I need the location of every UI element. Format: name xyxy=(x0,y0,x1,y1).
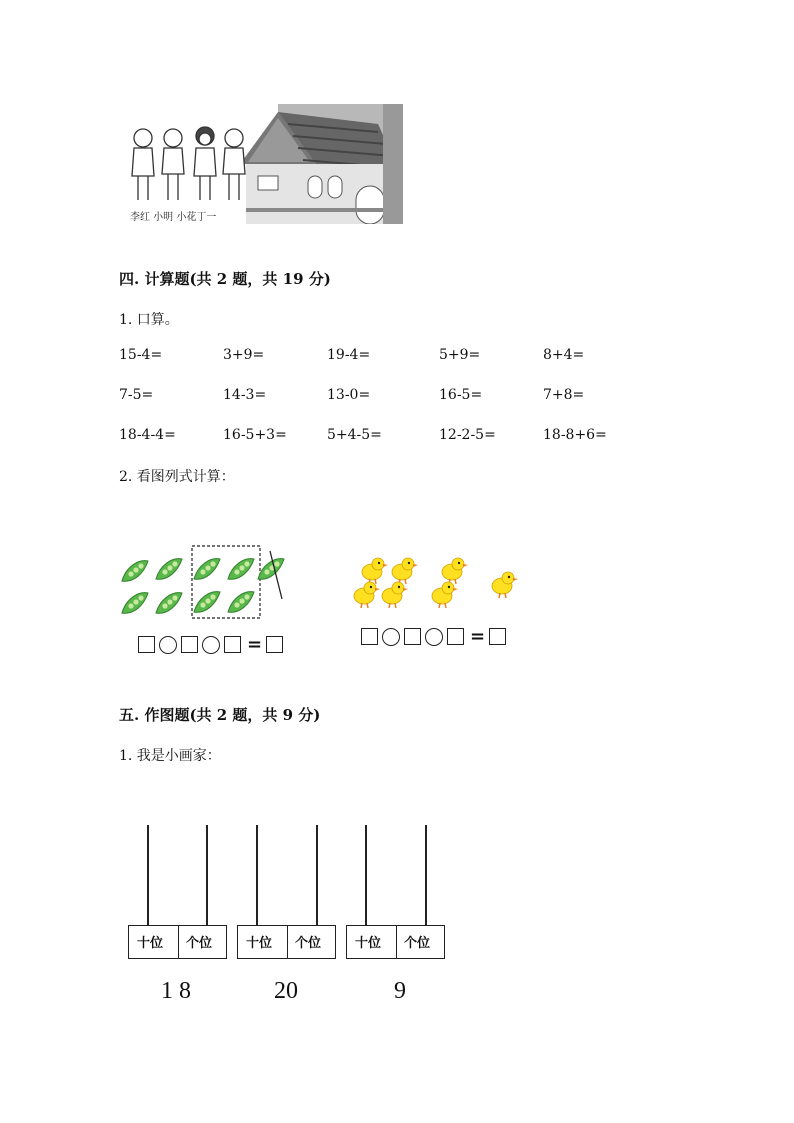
answer-box[interactable] xyxy=(181,636,198,653)
pea-pod-icon xyxy=(194,559,220,580)
arith-item: 14-3= xyxy=(223,387,267,403)
chick-icon xyxy=(492,572,518,598)
answer-box[interactable] xyxy=(138,636,155,653)
ones-label: 个位 xyxy=(186,936,213,951)
abacus-base xyxy=(237,925,336,959)
operator-circle[interactable] xyxy=(382,628,400,646)
arith-item: 5+9= xyxy=(439,347,481,363)
answer-box[interactable] xyxy=(489,628,506,645)
pea-pod-icon xyxy=(122,593,148,614)
arith-item: 5+4-5= xyxy=(327,427,382,443)
children-house-illustration xyxy=(128,104,403,224)
section-4-heading: 四. 计算题(共 2 题，共 19 分) xyxy=(119,270,331,288)
pea-pods-picture xyxy=(118,543,288,623)
chick-icon xyxy=(354,582,380,608)
arith-item: 13-0= xyxy=(327,387,371,403)
arith-row xyxy=(119,387,679,427)
abacus-base xyxy=(346,925,445,959)
tens-label: 十位 xyxy=(246,936,273,951)
pea-pod-icon xyxy=(156,593,182,614)
arith-item: 18-8+6= xyxy=(543,427,607,443)
house-image xyxy=(240,104,403,224)
arith-row xyxy=(119,427,679,467)
q4-1-label: 1. 口算。 xyxy=(119,312,179,328)
tens-rod[interactable] xyxy=(256,825,258,926)
arith-item: 16-5= xyxy=(439,387,483,403)
child-3 xyxy=(194,127,216,200)
abacus-number: 1 8 xyxy=(161,978,191,1004)
chick-icon xyxy=(392,558,418,584)
chick-icon xyxy=(432,582,458,608)
answer-box[interactable] xyxy=(224,636,241,653)
pea-pod-icon xyxy=(194,592,220,613)
arith-row xyxy=(119,347,679,387)
ones-label: 个位 xyxy=(295,936,322,951)
chick-icon xyxy=(382,582,408,608)
ones-label: 个位 xyxy=(404,936,431,951)
children-names-caption: 李红 小明 小花丁一 xyxy=(130,212,217,223)
arith-item: 18-4-4= xyxy=(119,427,176,443)
operator-circle[interactable] xyxy=(159,636,177,654)
pea-pod-icon xyxy=(156,559,182,580)
arith-item: 12-2-5= xyxy=(439,427,496,443)
ones-rod[interactable] xyxy=(206,825,208,926)
chicks-picture xyxy=(350,552,525,612)
arith-item: 16-5+3= xyxy=(223,427,287,443)
answer-box[interactable] xyxy=(361,628,378,645)
arith-item: 19-4= xyxy=(327,347,371,363)
chick-equation-blanks xyxy=(361,626,510,646)
pea-pod-icon xyxy=(258,559,284,580)
child-1 xyxy=(132,129,154,200)
abacus-base xyxy=(128,925,227,959)
section-5-heading: 五. 作图题(共 2 题，共 9 分) xyxy=(119,706,321,724)
arith-item: 15-4= xyxy=(119,347,163,363)
tens-rod[interactable] xyxy=(365,825,367,926)
q4-2-label: 2. 看图列式计算： xyxy=(119,469,235,485)
pea-pod-icon xyxy=(228,559,254,580)
tens-label: 十位 xyxy=(137,936,164,951)
equals-sign: = xyxy=(470,626,486,647)
child-4 xyxy=(223,129,245,200)
pea-equation-blanks xyxy=(138,634,287,654)
ones-rod[interactable] xyxy=(316,825,318,926)
abacus-number: 20 xyxy=(274,978,298,1004)
operator-circle[interactable] xyxy=(202,636,220,654)
answer-box[interactable] xyxy=(266,636,283,653)
pea-pod-icon xyxy=(228,592,254,613)
q5-1-label: 1. 我是小画家： xyxy=(119,748,221,764)
children-image xyxy=(132,127,245,200)
chick-icon xyxy=(362,558,388,584)
child-2 xyxy=(162,129,184,200)
equals-sign: = xyxy=(247,634,263,655)
arith-item: 7+8= xyxy=(543,387,585,403)
abacus-number: 9 xyxy=(394,978,406,1004)
oral-arithmetic-table xyxy=(119,347,679,467)
answer-box[interactable] xyxy=(447,628,464,645)
arith-item: 7-5= xyxy=(119,387,154,403)
pea-pod-icon xyxy=(122,561,148,582)
answer-box[interactable] xyxy=(404,628,421,645)
arith-item: 8+4= xyxy=(543,347,585,363)
arith-item: 3+9= xyxy=(223,347,265,363)
ones-rod[interactable] xyxy=(425,825,427,926)
tens-label: 十位 xyxy=(355,936,382,951)
operator-circle[interactable] xyxy=(425,628,443,646)
tens-rod[interactable] xyxy=(147,825,149,926)
chick-icon xyxy=(442,558,468,584)
